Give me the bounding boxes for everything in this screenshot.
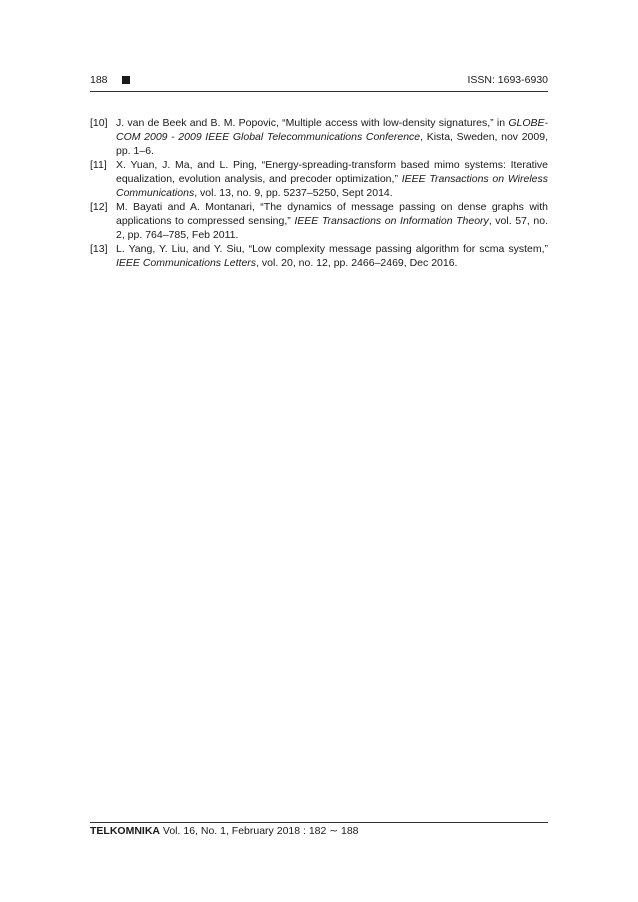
reference-list (90, 116, 548, 270)
reference-venue: IEEE Communications Letters (116, 257, 257, 269)
reference-authors-title: M. Bayati and A. Montanari, “The dynamics of message passing on dense graphs with applications to compressed sensing,” (116, 201, 548, 227)
reference-authors-title: J. van de Beek and B. M. Popovic, “Multiple access with low-density signatures,” in (116, 117, 509, 129)
page-footer (90, 825, 359, 837)
issn: ISSN: 1693-6930 (467, 74, 548, 86)
page-header (90, 74, 548, 88)
reference-authors-title: L. Yang, Y. Liu, and Y. Siu, “Low complexity message passing algorithm for scma system,” (116, 243, 548, 255)
reference-text (116, 116, 548, 158)
footer-citation: Vol. 16, No. 1, February 2018 : 182 ∼ 188 (160, 825, 359, 837)
reference-text (116, 242, 548, 270)
reference-item (90, 242, 548, 270)
reference-text (116, 158, 548, 200)
reference-label: [13] (90, 243, 108, 255)
journal-name: TELKOMNIKA (90, 825, 160, 837)
reference-venue: GLOBE-COM 2009 - 2009 IEEE Global Telecommunications Conference (116, 117, 548, 143)
reference-details: , Kista, Sweden, nov 2009, pp. 1–6. (116, 131, 548, 157)
reference-item (90, 200, 548, 242)
reference-details: , vol. 20, no. 12, pp. 2466–2469, Dec 2016. (256, 257, 458, 269)
reference-authors-title: X. Yuan, J. Ma, and L. Ping, “Energy-spreading-transform based mimo systems: Iterative equalization, evolution analysis, and precoder optimization,” (116, 159, 548, 185)
page-number: 188 (90, 74, 108, 86)
reference-venue: IEEE Transactions on Information Theory (294, 215, 489, 227)
reference-text (116, 200, 548, 242)
reference-item (90, 158, 548, 200)
footer-rule (90, 822, 548, 823)
square-icon (122, 76, 130, 84)
reference-label: [11] (90, 159, 107, 171)
reference-label: [10] (90, 117, 108, 129)
reference-venue: IEEE Transactions on Wireless Communications (116, 173, 548, 199)
reference-label: [12] (90, 201, 108, 213)
header-rule (90, 91, 548, 92)
reference-details: , vol. 13, no. 9, pp. 5237–5250, Sept 2014. (194, 187, 393, 199)
reference-item (90, 116, 548, 158)
reference-details: , vol. 57, no. 2, pp. 764–785, Feb 2011. (116, 215, 549, 241)
